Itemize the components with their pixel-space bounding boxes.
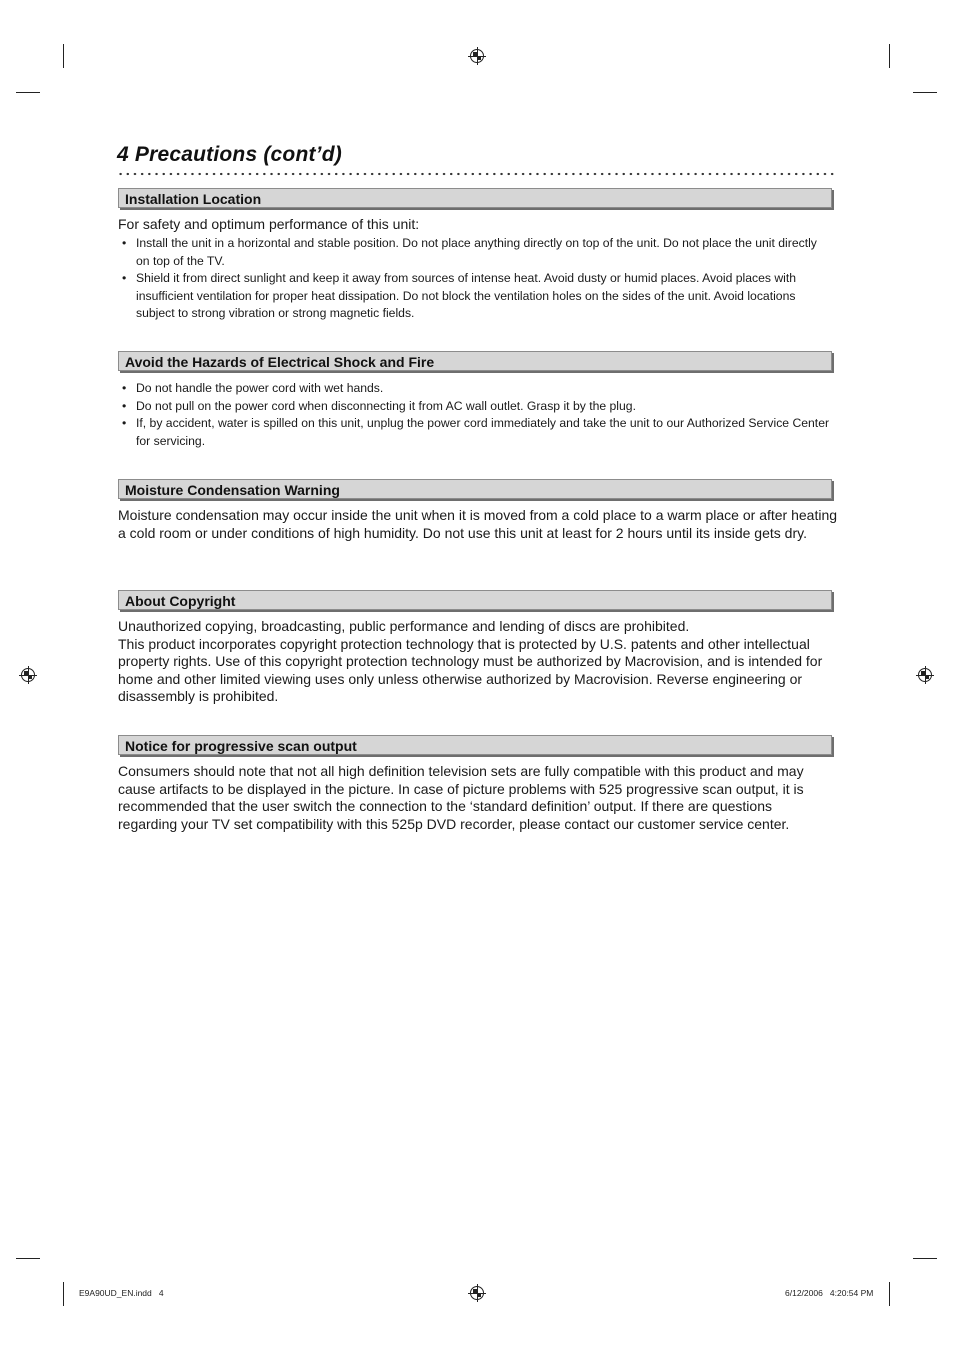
list-item: • Do not handle the power cord with wet hands. [118, 380, 830, 398]
crop-mark [16, 92, 40, 93]
crop-mark [913, 92, 937, 93]
footer-timestamp: 6/12/2006 4:20:54 PM [785, 1288, 874, 1298]
section-heading-moisture-condensation: Moisture Condensation Warning [118, 479, 832, 499]
dotted-divider [117, 172, 837, 176]
registration-mark-icon [918, 668, 932, 682]
section-heading-installation-location: Installation Location [118, 188, 832, 208]
section-heading-progressive-scan: Notice for progressive scan output [118, 735, 832, 755]
crop-mark [913, 1258, 937, 1259]
page-title: 4 Precautions (cont’d) [117, 143, 342, 166]
moisture-condensation-text: Moisture condensation may occur inside the unit when it is moved from a cold place to a warm place or after heating a cold room or under conditions of high humidity. Do not use this unit at least for 2 hours until its inside gets dry. [118, 507, 838, 541]
crop-mark [63, 1282, 64, 1306]
progressive-scan-text: Consumers should note that not all high definition television sets are fully compatible with this product and may cause artifacts to be displayed in the picture. In case of picture problems with 525 progressive scan output, it is recommended that the user switch the connection to the ‘standard definition’ output. If there are questions regarding your TV set compatibility with this 525p DVD recorder, please contact our customer service center. [118, 763, 804, 832]
registration-mark-icon [470, 1286, 484, 1300]
copyright-paragraph-1: Unauthorized copying, broadcasting, public performance and lending of discs are prohibited. [118, 618, 690, 634]
section-heading-about-copyright: About Copyright [118, 590, 832, 610]
crop-mark [63, 44, 64, 68]
registration-mark-icon [21, 668, 35, 682]
crop-mark [16, 1258, 40, 1259]
crop-mark [889, 44, 890, 68]
list-item: • Shield it from direct sunlight and keep it away from sources of intense heat. Avoid dusty or humid places. Avoid places with insufficient ventilation for proper heat dissipation. Do not block the ventilation holes on the sides of the unit. Avoid locations subject to strong vibration or strong magnetic fields. [118, 270, 830, 323]
installation-intro: For safety and optimum performance of this unit: [118, 216, 420, 232]
electrical-hazards-bullets [118, 380, 830, 450]
list-item: • Do not pull on the power cord when disconnecting it from AC wall outlet. Grasp it by the plug. [118, 398, 830, 416]
section-heading-electrical-hazards: Avoid the Hazards of Electrical Shock and Fire [118, 351, 832, 371]
copyright-paragraph-2: This product incorporates copyright protection technology that is protected by U.S. patents and other intellectual property rights. Use of this copyright protection technology must be authorized by Macrovision, and is intended for home and other limited viewing uses only unless otherwise authorized by Macrovision. Reverse engineering or disassembly is prohibited. [118, 635, 823, 705]
installation-bullets [118, 235, 830, 323]
list-item: • If, by accident, water is spilled on this unit, unplug the power cord immediately and take the unit to our Authorized Service Center for servicing. [118, 415, 830, 450]
registration-mark-icon [470, 49, 484, 63]
footer-file-name: E9A90UD_EN.indd 4 [79, 1288, 164, 1298]
list-item: • Install the unit in a horizontal and stable position. Do not place anything directly on top of the unit. Do not place the unit directly on top of the TV. [118, 235, 830, 270]
copyright-text [118, 618, 840, 706]
crop-mark [889, 1282, 890, 1306]
